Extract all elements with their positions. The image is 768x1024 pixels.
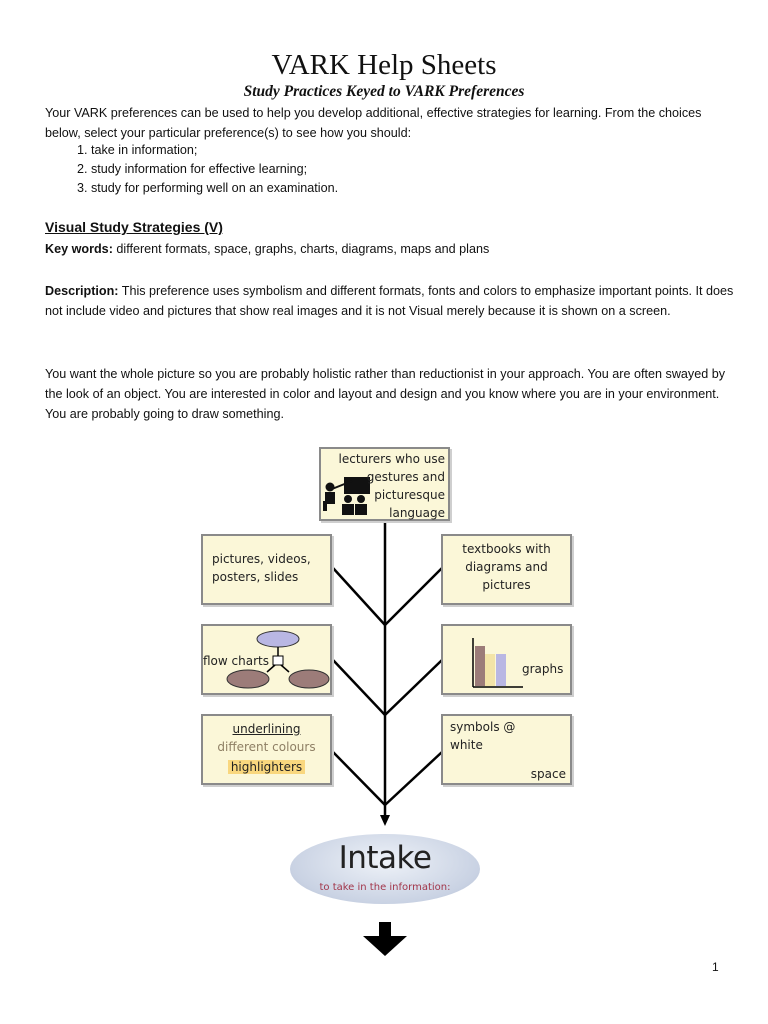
lecturers-line-4: language [389, 506, 445, 520]
symbols-line-2: white [450, 738, 483, 752]
symbols-box [441, 714, 572, 785]
textbooks-line-2: diagrams and [465, 560, 548, 574]
intake-ellipse [290, 834, 480, 904]
pictures-line-1: pictures, videos, [212, 552, 311, 566]
space-label: space [530, 767, 566, 781]
description-text: This preference uses symbolism and different formats, fonts and colors to emphasize important points. It does not include video and pictures that show real images and it is not Visual merely because it is shown on a screen. [45, 284, 734, 318]
textbooks-line-1: textbooks with [462, 542, 551, 556]
lecturers-line-3: picturesque [374, 488, 445, 502]
flow-charts-label: flow charts [203, 654, 269, 668]
list-item: 3. study for performing well on an examination. [91, 179, 338, 198]
underlining-box [201, 714, 332, 785]
body-paragraph: You want the whole picture so you are probably holistic rather than reductionist in your approach. You are often swayed by the look of an object. You are interested in color and layout and design and you know where you are in your environment. You are probably going to draw something. [45, 367, 726, 421]
down-arrow-icon [361, 922, 409, 958]
description-label: Description: [45, 284, 119, 298]
intake-label: Intake [338, 840, 432, 876]
intro-paragraph: Your VARK preferences can be used to help you develop additional, effective strategies for learning. From the choices below, select your particular preference(s) to see how you should: [45, 106, 702, 140]
underlining-text: underlining [232, 722, 301, 736]
list-item: 1. take in information; [91, 141, 338, 160]
flow-charts-box [201, 624, 332, 695]
colours-text: different colours [217, 740, 316, 754]
textbooks-box [441, 534, 572, 605]
page-number: 1 [712, 960, 719, 974]
intake-subtitle: to take in the information: [319, 882, 451, 893]
highlighter-mark: highlighters [228, 760, 305, 774]
lecturers-line-2: gestures and [366, 470, 445, 484]
keywords-label: Key words: [45, 242, 113, 256]
lecturers-line-1: lecturers who use [338, 452, 445, 466]
symbols-line-1: symbols @ [450, 720, 516, 734]
list-item: 2. study information for effective learning; [91, 160, 338, 179]
pictures-line-2: posters, slides [212, 570, 299, 584]
keywords-text: different formats, space, graphs, charts, diagrams, maps and plans [112, 242, 490, 256]
page-subtitle: Study Practices Keyed to VARK Preferences [243, 83, 525, 100]
section-heading: Visual Study Strategies (V) [45, 219, 223, 235]
pictures-box [201, 534, 332, 605]
textbooks-line-3: pictures [482, 578, 531, 592]
page-title: VARK Help Sheets [271, 49, 497, 81]
graphs-label: graphs [522, 662, 564, 676]
highlighters-text [203, 758, 330, 776]
lecturers-box [319, 447, 450, 521]
graphs-box [441, 624, 572, 695]
